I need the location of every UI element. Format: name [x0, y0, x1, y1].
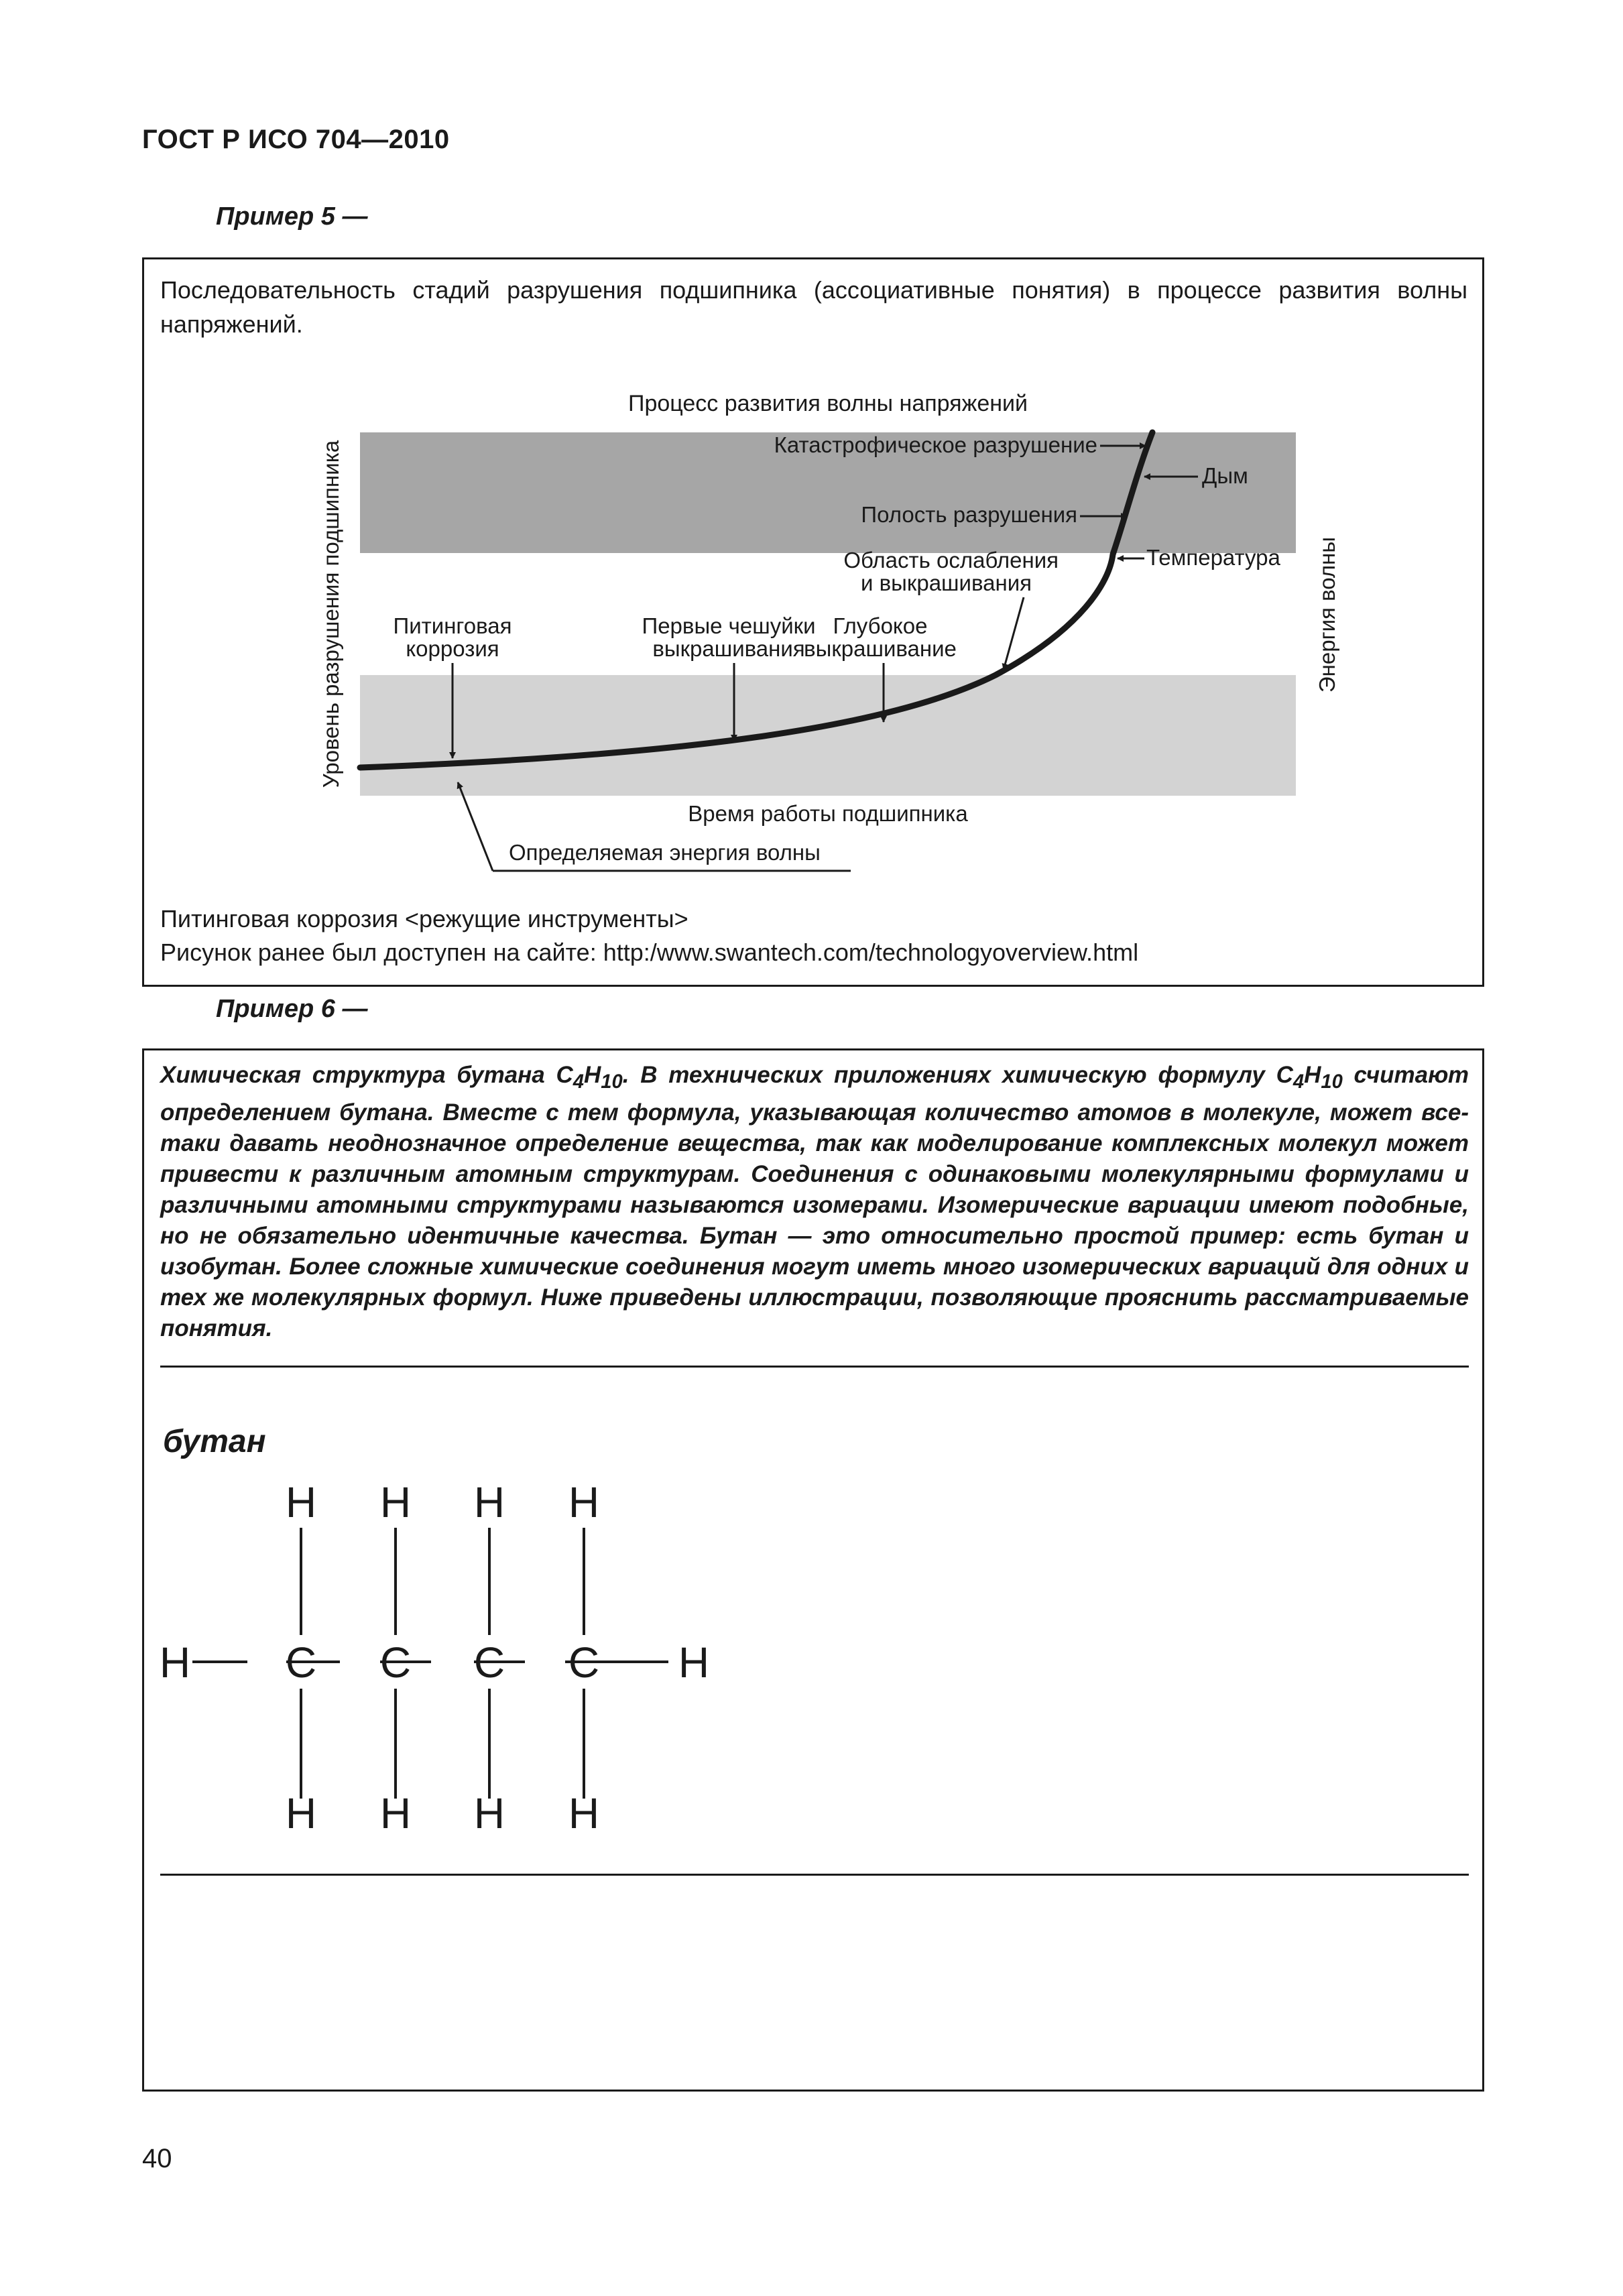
label-weakening-1: Область ослабления: [843, 548, 1059, 572]
caption-line-2: Рисунок ранее был доступен на сайте: http:/www.swantech.com/technologyoverview.html: [160, 939, 1139, 966]
label-pitting-2: коррозия: [406, 636, 499, 661]
label-first-flakes-1: Первые чешуйки: [642, 613, 816, 638]
y-axis-label: Уровень разрушения подшипника: [318, 440, 343, 788]
stress-wave-diagram: [144, 259, 1482, 985]
divider-bottom: [160, 1874, 1469, 1876]
label-deep-2: выкрашивание: [804, 636, 957, 661]
butane-structure: [144, 1050, 1482, 2090]
bottom-band: [360, 675, 1296, 796]
caption-line-1: Питинговая коррозия <режущие инструменты>: [160, 905, 688, 932]
atom-h-bottom-3: H: [473, 1789, 505, 1837]
atom-h-top-4: H: [568, 1478, 600, 1526]
atom-c-3: C: [473, 1638, 505, 1687]
atom-c-1: C: [285, 1638, 317, 1687]
label-detected-energy: Определяемая энергия волны: [509, 840, 821, 865]
example-6-label: Пример 6 —: [216, 995, 368, 1023]
page-number: 40: [142, 2144, 172, 2173]
label-pitting-1: Питинговая: [393, 613, 512, 638]
x-axis-label: Время работы подшипника: [688, 801, 968, 826]
example-6-text: Химическая структура бутана $C_4H_{10}$. В технических приложениях химическую формулу $C_4H_{10}$ считают определением бутана. Вместе с тем формула, указывающая количество атомов в молекуле, может все-таки давать неоднозначное определение вещества, так как моделирование комплексных молекул может привести к различным атомным структурам. Соединения с одинаковыми молекулярными формулами и различными атомными структурами называются изомерами. Изомерические вариации имеют подобные, но не обязательно идентичные качества. Бутан — это относительно простой пример: есть бутан и изобутан. Более сложные химические соединения могут иметь много изомерических вариаций для одних и тех же молекулярных формул. Ниже приведены иллюстрации, позволяющие прояснить рассматриваемые понятия.: [160, 1062, 1469, 1341]
diagram-title: Процесс развития волны напряжений: [628, 391, 1028, 416]
atom-h-top-1: H: [285, 1478, 317, 1526]
label-temperature: Температура: [1146, 545, 1280, 570]
butane-label: бутан: [163, 1424, 266, 1459]
example-6-box: [142, 1048, 1484, 2092]
atom-h-top-3: H: [473, 1478, 505, 1526]
atom-h-bottom-2: H: [379, 1789, 412, 1837]
document-header: ГОСТ Р ИСО 704—2010: [142, 125, 450, 154]
atom-h-top-2: H: [379, 1478, 412, 1526]
atom-h-right: H: [678, 1638, 710, 1687]
example-5-label: Пример 5 —: [216, 202, 368, 231]
label-catastrophic: Катастрофическое разрушение: [774, 432, 1097, 457]
atom-h-bottom-4: H: [568, 1789, 600, 1837]
atom-h-left: H: [159, 1638, 191, 1687]
label-first-flakes-2: выкрашивания: [652, 636, 805, 661]
atom-c-2: C: [379, 1638, 412, 1687]
label-smoke: Дым: [1202, 463, 1248, 488]
example-5-box: [142, 257, 1484, 987]
label-deep-1: Глубокое: [833, 613, 928, 638]
label-fracture-band: Полость разрушения: [861, 502, 1077, 527]
atom-h-bottom-1: H: [285, 1789, 317, 1837]
label-weakening-2: и выкрашивания: [861, 570, 1032, 595]
atom-c-4: C: [568, 1638, 600, 1687]
right-axis-label: Энергия волны: [1315, 536, 1339, 693]
example-5-text: Последовательность стадий разрушения подшипника (ассоциативные понятия) в процессе развития волны напряжений.: [160, 276, 1467, 338]
